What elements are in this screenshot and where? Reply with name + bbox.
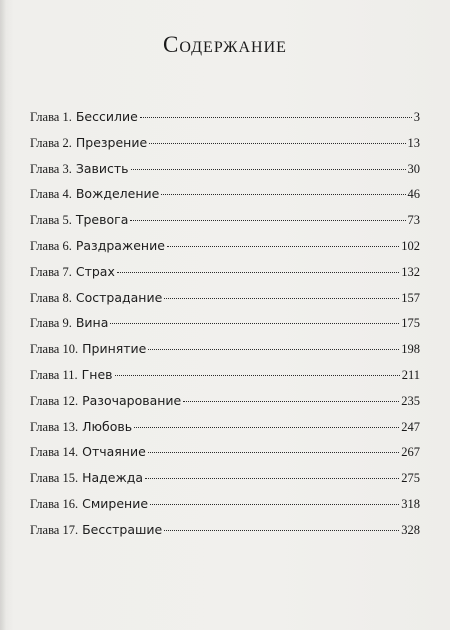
chapter-number: Глава 16. [30,496,79,511]
page-number: 275 [401,471,420,486]
toc-entry [30,259,420,285]
dot-leader [167,246,399,247]
chapter-title: Любовь [82,418,133,434]
chapter-title: Вина [75,315,109,331]
chapter-title: Бессилие [75,109,138,124]
toc-entry [30,130,420,156]
dot-leader [148,349,399,350]
toc-entry [30,388,420,414]
dot-leader [134,427,399,428]
toc-entry [30,285,420,311]
chapter-title: Надежда [82,470,144,486]
dot-leader [115,375,400,376]
chapter-number: Глава 14. [30,445,79,460]
dot-leader [149,143,405,144]
page-edge-shadow [0,0,6,630]
dot-leader [150,504,399,505]
chapter-title: Страх [75,263,115,279]
toc-entry [30,517,420,543]
toc-entry [30,491,420,517]
page-number: 318 [401,496,420,511]
page-number: 157 [401,290,420,305]
dot-leader [145,478,399,479]
page-number: 30 [407,161,420,176]
chapter-title: Презрение [75,134,148,150]
chapter-number: Глава 5. [30,213,72,228]
chapter-number: Глава 6. [30,238,72,253]
toc-entry [30,207,420,233]
toc-entry [30,310,420,336]
toc-entry [30,439,420,465]
chapter-title: Отчаяние [82,444,146,460]
chapter-number: Глава 10. [30,342,79,357]
dot-leader [183,401,399,402]
chapter-title: Тревога [75,212,129,228]
chapter-title: Зависть [75,160,129,176]
dot-leader [164,530,399,531]
toc-entry [30,465,420,491]
chapter-title: Вожделение [75,186,160,202]
page-title: Содержание [163,32,287,57]
chapter-number: Глава 15. [30,471,79,486]
chapter-title: Разочарование [82,392,182,408]
chapter-title: Бесстрашие [82,521,163,537]
page-number: 73 [407,213,420,228]
toc-entry [30,414,420,440]
dot-leader [148,452,399,453]
dot-leader [131,169,406,170]
chapter-title: Сострадание [75,289,163,305]
page-number: 13 [407,135,420,150]
chapter-title: Смирение [82,495,149,511]
page-number: 198 [401,342,420,357]
dot-leader [130,220,405,221]
chapter-number: Глава 9. [30,316,72,331]
page-number: 102 [401,238,420,253]
chapter-title: Принятие [82,341,147,357]
chapter-number: Глава 11. [30,367,78,382]
dot-leader [117,272,399,273]
page-number: 235 [401,393,420,408]
chapter-number: Глава 2. [30,135,72,150]
page-number: 211 [401,367,420,382]
chapter-number: Глава 4. [30,187,72,202]
chapter-number: Глава 1. [30,110,72,124]
chapter-title: Раздражение [75,237,165,253]
chapter-number: Глава 13. [30,419,79,434]
dot-leader [110,323,399,324]
dot-leader [161,194,405,195]
page-number: 328 [401,522,420,537]
toc-entry [30,156,420,182]
page-number: 267 [401,445,420,460]
page-number: 3 [413,110,420,124]
chapter-number: Глава 7. [30,264,72,279]
chapter-number: Глава 8. [30,290,72,305]
page-number: 247 [401,419,420,434]
chapter-number: Глава 17. [30,522,79,537]
page-number: 175 [401,316,420,331]
chapter-title: Гнев [81,366,113,382]
page-number: 46 [407,187,420,202]
chapter-number: Глава 12. [30,393,79,408]
dot-leader [164,298,399,299]
page-number: 132 [401,264,420,279]
chapter-number: Глава 3. [30,161,72,176]
toc-entry [30,336,420,362]
toc-entry [30,104,420,130]
toc-entry [30,362,420,388]
toc-entry [30,181,420,207]
table-of-contents [30,104,420,543]
dot-leader [140,117,412,118]
toc-entry [30,233,420,259]
